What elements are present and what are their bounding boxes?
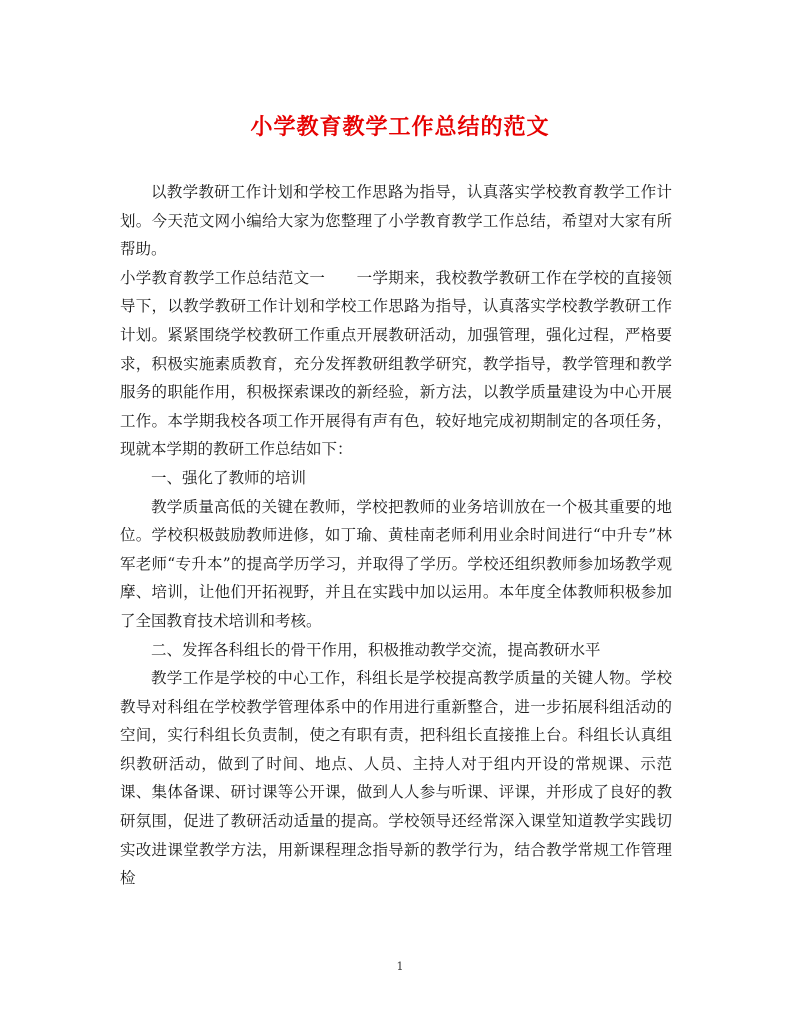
- document-title: 小学教育教学工作总结的范文: [250, 114, 550, 140]
- paragraph-sample-one: 小学教育教学工作总结范文一 一学期来，我校教学教研工作在学校的直接领导下，以教学教研工作计划和学校工作思路为指导，认真落实学校教学教研工作计划。紧紧围绕学校教研工作重点开展教研活动，加强管理，强化过程，严格要求，积极实施素质教育，充分发挥教研组教学研究，教学指导，教学管理和教学服务的职能作用，积极探索课改的新经验，新方法，以教学质量建设为中心开展工作。本学期我校各项工作开展得有声有色，较好地完成初期制定的各项任务，现就本学期的教研工作总结如下：: [120, 268, 672, 459]
- paragraph-intro: 以教学教研工作计划和学校工作思路为指导，认真落实学校教育教学工作计划。今天范文网小编给大家为您整理了小学教育教学工作总结，希望对大家有所帮助。: [120, 183, 672, 259]
- paragraph-teacher-training: 教学质量高低的关键在教师，学校把教师的业务培训放在一个极其重要的地位。学校积极鼓励教师进修，如丁瑜、黄桂南老师利用业余时间进行“中升专”林军老师“专升本”的提高学历学习，并取得了学历。学校还组织教师参加场教学观摩、培训，让他们开拓视野，并且在实践中加以运用。本年度全体教师积极参加了全国教育技术培训和考核。: [120, 497, 672, 630]
- section-heading-group-leaders: 二、发挥各科组长的骨干作用，积极推动教学交流，提高教研水平: [151, 640, 601, 659]
- paragraph-group-leaders: 教学工作是学校的中心工作，科组长是学校提高教学质量的关键人物。学校教导对科组在学校教学管理体系中的作用进行重新整合，进一步拓展科组活动的空间，实行科组长负责制，使之有职有责，把科组长直接推上台。科组长认真组织教研活动，做到了时间、地点、人员、主持人对于组内开设的常规课、示范课、集体备课、研讨课等公开课，做到人人参与听课、评课，并形成了良好的教研氛围，促进了教研活动适量的提高。学校领导还经常深入课堂知道教学实践切实改进课堂教学方法，用新课程理念指导新的教学行为，结合教学常规工作管理检: [120, 669, 672, 888]
- section-heading-teacher-training: 一、强化了教师的培训: [151, 468, 307, 487]
- document-body: [120, 178, 672, 893]
- page-number: 1: [396, 960, 404, 973]
